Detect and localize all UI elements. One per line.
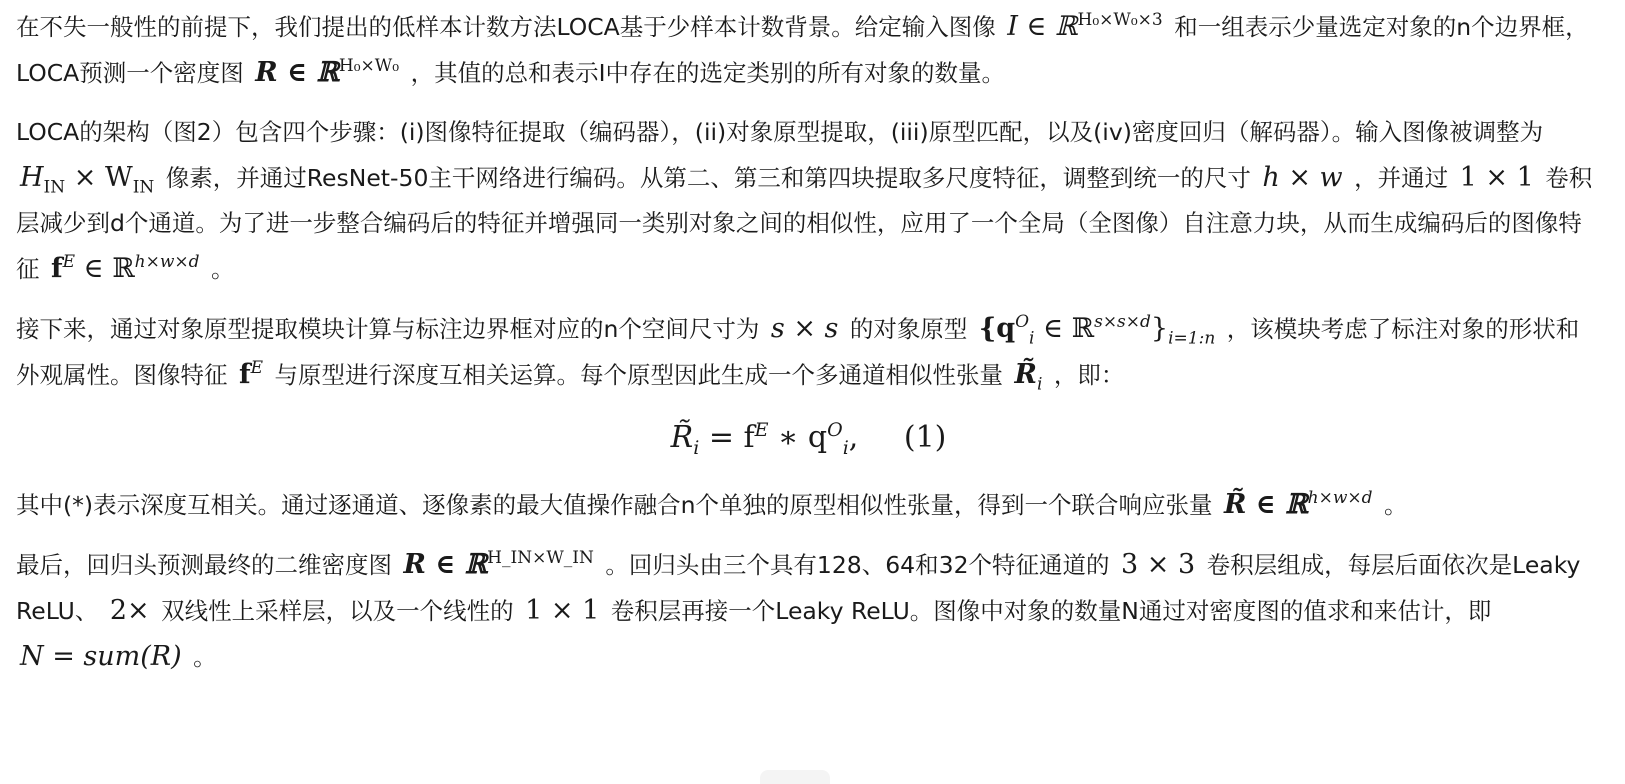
equation-number: (1) [903,420,947,455]
paragraph-fusion [16,482,1601,528]
math-encoded-features: $f^E$ ∈ ℝ$^{h\times w\times d}$ [50,252,200,284]
math-conv-1x1: 1 × 1 [1459,162,1534,193]
arch-text-3: ，并通过 [1354,164,1449,192]
equation-1 [16,412,1601,464]
paragraph-architecture [16,110,1601,292]
math-conv-1x1-final: 1 × 1 [525,595,600,626]
arch-text-2: 像素，并通过ResNet-50主干网络进行编码。从第二、第三和第四块提取多尺度特征，调整到统一的尺寸 [165,164,1251,192]
math-conv-3x3: 3 × 3 [1121,549,1196,580]
math-input-size: $H_{IN} \times W_{IN}$ [20,162,155,198]
arch-text-4: 卷积层减少到d个通道。为了进一步整合编码后的特征并增强同一类别对象之间的相似性，应用了一个全局（全图像）自注意力块，从而生成编码后的图像特征 [16,164,1593,283]
regress-text-6: 。 [193,643,217,671]
math-similarity-tensor: $R̃_i$ [1014,359,1043,395]
math-upsample: 2× [109,595,150,626]
paragraph-prototypes [16,306,1601,398]
arch-text-5: 。 [211,255,235,283]
arch-text-1: LOCA的架构（图2）包含四个步骤：(i)图像特征提取（编码器），(ii)对象原型提取，(iii)原型匹配，以及(iv)密度回归（解码器）。输入图像被调整为 [16,118,1544,146]
proto-text-3: ，该模块考虑了标注对象的形状和外观属性。图像特征 [16,315,1580,389]
document-body [16,4,1601,694]
intro-text-2: 和一组表示少量选定对象的n个边界框，LOCA预测一个密度图 [16,13,1589,87]
regress-text-1: 最后，回归头预测最终的二维密度图 [16,551,392,579]
proto-text-4: 与原型进行深度互相关运算。每个原型因此生成一个多通道相似性张量 [274,361,1004,389]
math-input-image: I ∈ ℝ$^{H_0\times W_0\times 3}$ [1007,10,1163,42]
math-feature-size: h × w [1262,162,1343,193]
fusion-text-1: 其中(*)表示深度互相关。通过逐通道、逐像素的最大值操作融合n个单独的原型相似性张量，得到一个联合响应张量 [16,491,1213,519]
math-count-sum: N = sum(R) [20,641,182,672]
intro-text-3: ，其值的总和表示I中存在的选定类别的所有对象的数量。 [410,59,1006,87]
regress-text-2: 。回归头由三个具有128、64和32个特征通道的 [605,551,1110,579]
math-density-map: R ∈ ℝ$^{H_0\times W_0}$ [255,56,400,88]
bottom-scroll-fade [760,770,830,784]
math-joint-response: R̃ ∈ ℝ$^{h\times w\times d}$ [1223,488,1373,520]
regress-text-5: 卷积层再接一个Leaky ReLU。图像中对象的数量N通过对密度图的值求和来估计，即 [610,597,1492,625]
intro-text-1: 在不失一般性的前提下，我们提出的低样本计数方法LOCA基于少样本计数背景。给定输入图像 [16,13,996,41]
fusion-text-2: 。 [1384,491,1408,519]
paragraph-intro [16,4,1601,96]
proto-text-1: 接下来，通过对象原型提取模块计算与标注边界框对应的n个空间尺寸为 [16,315,760,343]
math-final-density: R ∈ ℝ$^{H\_IN\times W\_IN}$ [403,548,594,580]
math-prototype-size: s × s [770,313,839,344]
regress-text-4: 双线性上采样层，以及一个线性的 [161,597,514,625]
paragraph-regression [16,542,1601,680]
math-image-features: $f^E$ [238,358,264,390]
proto-text-5: ，即： [1053,361,1125,389]
proto-text-2: 的对象原型 [849,315,968,343]
regress-text-3: 卷积层组成，每层后面依次是Leaky ReLU、 [16,551,1581,625]
math-prototype-set: {$q^O_i$ ∈ $ℝ^{s\times s\times d}\}_{i=1:n}$ [978,312,1216,349]
equation-body: $R̃_i = f^E$ ∗ $q^O_i$, [670,419,859,459]
